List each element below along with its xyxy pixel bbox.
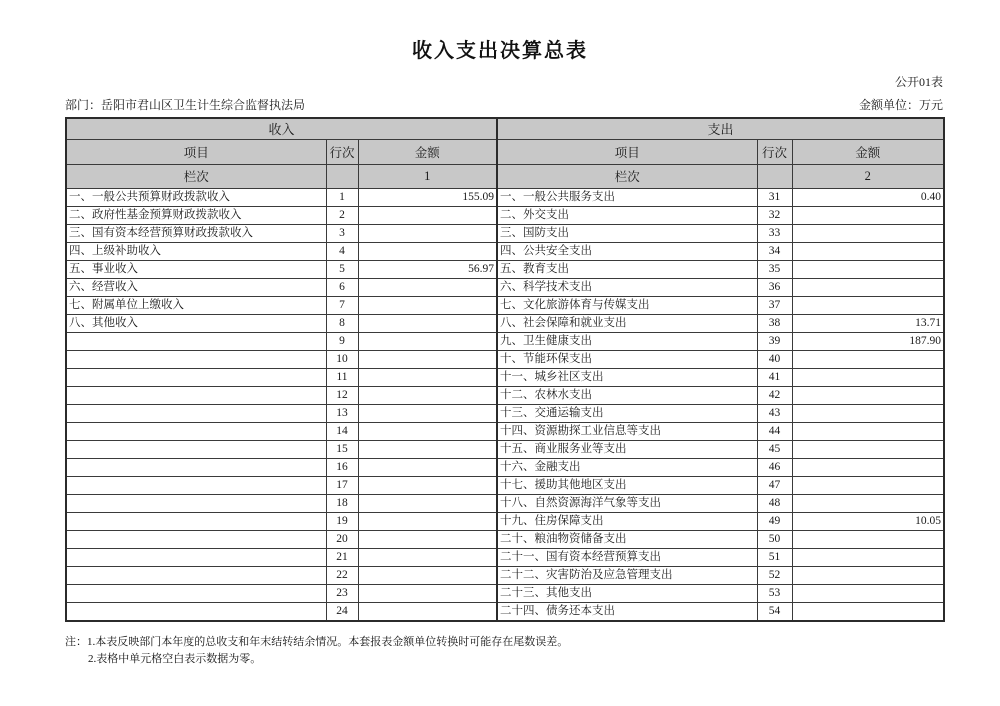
expense-line-cell: 41: [757, 368, 792, 386]
expense-amount-cell: [792, 278, 944, 296]
expense-item-cell: 十八、自然资源海洋气象等支出: [497, 494, 757, 512]
expense-line-cell: 39: [757, 332, 792, 350]
table-row: [66, 350, 944, 368]
column-header-row: [66, 139, 944, 164]
income-item-cell: 八、其他收入: [66, 314, 326, 332]
expense-item-cell: 十一、城乡社区支出: [497, 368, 757, 386]
expense-amount-cell: [792, 584, 944, 602]
expense-colindex-line-cell: [757, 164, 792, 188]
expense-line-cell: 46: [757, 458, 792, 476]
expense-amount-cell: [792, 566, 944, 584]
income-amount-cell: [358, 422, 497, 440]
expense-amount-cell: [792, 260, 944, 278]
table-row: [66, 296, 944, 314]
expense-line-cell: 53: [757, 584, 792, 602]
expense-line-cell: 36: [757, 278, 792, 296]
expense-item-cell: 二十二、灾害防治及应急管理支出: [497, 566, 757, 584]
expense-line-cell: 52: [757, 566, 792, 584]
expense-amount-cell: [792, 548, 944, 566]
income-line-cell: 3: [326, 224, 358, 242]
income-item-cell: [66, 602, 326, 621]
table-row: [66, 512, 944, 530]
income-item-cell: [66, 422, 326, 440]
table-code: 公开01表: [894, 75, 943, 89]
expense-line-cell: 31: [757, 188, 792, 206]
section-header-row: [66, 118, 944, 139]
table-row: [66, 332, 944, 350]
expense-line-cell: 44: [757, 422, 792, 440]
table-row: [66, 494, 944, 512]
expense-item-cell: 五、教育支出: [497, 260, 757, 278]
table-row: [66, 602, 944, 621]
table-row: [66, 404, 944, 422]
note-line-1: 注：1.本表反映部门本年度的总收支和年末结转结余情况。本套报表金额单位转换时可能存在尾数误差。: [65, 635, 569, 648]
table-row: [66, 458, 944, 476]
income-line-cell: 4: [326, 242, 358, 260]
income-amount-cell: [358, 206, 497, 224]
table-row: [66, 314, 944, 332]
table-row: [66, 278, 944, 296]
income-item-cell: [66, 530, 326, 548]
income-line-cell: 20: [326, 530, 358, 548]
income-line-cell: 5: [326, 260, 358, 278]
income-line-cell: 16: [326, 458, 358, 476]
income-item-cell: [66, 440, 326, 458]
income-colindex-label: 栏次: [66, 164, 326, 188]
income-line-cell: 1: [326, 188, 358, 206]
income-item-cell: 二、政府性基金预算财政拨款收入: [66, 206, 326, 224]
income-amount-cell: [358, 530, 497, 548]
expense-amount-cell: [792, 296, 944, 314]
expense-line-cell: 54: [757, 602, 792, 621]
income-amount-cell: [358, 602, 497, 621]
table-row: [66, 188, 944, 206]
table-row: [66, 260, 944, 278]
expense-item-cell: 十四、资源勘探工业信息等支出: [497, 422, 757, 440]
income-line-cell: 11: [326, 368, 358, 386]
expense-amount-cell: [792, 242, 944, 260]
expense-item-cell: 二十、粮油物资储备支出: [497, 530, 757, 548]
income-line-cell: 18: [326, 494, 358, 512]
expense-item-cell: 二、外交支出: [497, 206, 757, 224]
expense-item-cell: 六、科学技术支出: [497, 278, 757, 296]
income-item-cell: [66, 332, 326, 350]
income-amount-cell: [358, 368, 497, 386]
expense-amount-cell: [792, 422, 944, 440]
income-line-cell: 23: [326, 584, 358, 602]
table-row: [66, 422, 944, 440]
expense-amount-cell: [792, 404, 944, 422]
income-amount-cell: [358, 476, 497, 494]
income-item-cell: [66, 566, 326, 584]
expense-line-cell: 38: [757, 314, 792, 332]
expense-line-cell: 48: [757, 494, 792, 512]
income-amount-cell: 56.97: [358, 260, 497, 278]
expense-item-cell: 十三、交通运输支出: [497, 404, 757, 422]
income-item-cell: [66, 458, 326, 476]
expense-item-cell: 八、社会保障和就业支出: [497, 314, 757, 332]
income-line-cell: 17: [326, 476, 358, 494]
expense-line-cell: 50: [757, 530, 792, 548]
income-item-cell: 五、事业收入: [66, 260, 326, 278]
expense-amount-cell: [792, 494, 944, 512]
income-item-cell: 三、国有资本经营预算财政拨款收入: [66, 224, 326, 242]
income-line-cell: 21: [326, 548, 358, 566]
income-item-cell: [66, 404, 326, 422]
expense-item-cell: 四、公共安全支出: [497, 242, 757, 260]
table-row: [66, 566, 944, 584]
income-amount-cell: 155.09: [358, 188, 497, 206]
meta-line: [65, 96, 943, 113]
expense-line-cell: 35: [757, 260, 792, 278]
income-amount-cell: [358, 548, 497, 566]
expense-amount-cell: [792, 206, 944, 224]
income-line-cell: 13: [326, 404, 358, 422]
expense-amount-cell: 13.71: [792, 314, 944, 332]
expense-item-cell: 十五、商业服务业等支出: [497, 440, 757, 458]
expense-line-cell: 43: [757, 404, 792, 422]
income-line-cell: 10: [326, 350, 358, 368]
table-row: [66, 440, 944, 458]
table-row: [66, 206, 944, 224]
expense-item-cell: 十七、援助其他地区支出: [497, 476, 757, 494]
table-row: [66, 476, 944, 494]
income-item-cell: 六、经营收入: [66, 278, 326, 296]
income-item-cell: [66, 476, 326, 494]
table-row: [66, 530, 944, 548]
table-row: [66, 224, 944, 242]
income-amount-cell: [358, 440, 497, 458]
expense-amount-cell: [792, 368, 944, 386]
income-item-cell: [66, 494, 326, 512]
note-line-2: 2.表格中单元格空白表示数据为零。: [88, 652, 262, 665]
expense-item-cell: 十九、住房保障支出: [497, 512, 757, 530]
expense-line-cell: 40: [757, 350, 792, 368]
expense-amount-cell: 187.90: [792, 332, 944, 350]
income-amount-cell: [358, 458, 497, 476]
income-line-cell: 14: [326, 422, 358, 440]
expense-line-col-header: 行次: [757, 139, 792, 164]
expense-colindex-label: 栏次: [497, 164, 757, 188]
expense-item-cell: 七、文化旅游体育与传媒支出: [497, 296, 757, 314]
income-amount-cell: [358, 512, 497, 530]
income-line-cell: 8: [326, 314, 358, 332]
expense-item-col-header: 项目: [497, 139, 757, 164]
expense-line-cell: 47: [757, 476, 792, 494]
expense-item-cell: 十六、金融支出: [497, 458, 757, 476]
income-amount-cell: [358, 350, 497, 368]
income-section-header: 收入: [66, 118, 497, 139]
income-colindex-value: 1: [358, 164, 497, 188]
table-row: [66, 584, 944, 602]
expense-line-cell: 51: [757, 548, 792, 566]
expense-line-cell: 42: [757, 386, 792, 404]
income-colindex-line-cell: [326, 164, 358, 188]
income-amount-cell: [358, 386, 497, 404]
income-line-cell: 6: [326, 278, 358, 296]
income-item-cell: 一、一般公共预算财政拨款收入: [66, 188, 326, 206]
table-row: [66, 368, 944, 386]
final-accounts-table: [65, 117, 945, 622]
income-line-cell: 12: [326, 386, 358, 404]
income-item-cell: [66, 368, 326, 386]
income-item-cell: [66, 350, 326, 368]
expense-line-cell: 45: [757, 440, 792, 458]
income-item-cell: [66, 512, 326, 530]
income-amount-cell: [358, 314, 497, 332]
income-line-col-header: 行次: [326, 139, 358, 164]
income-line-cell: 9: [326, 332, 358, 350]
income-amount-cell: [358, 584, 497, 602]
expense-colindex-value: 2: [792, 164, 944, 188]
income-line-cell: 19: [326, 512, 358, 530]
table-code-line: [65, 73, 943, 90]
income-line-cell: 2: [326, 206, 358, 224]
expense-amount-cell: [792, 602, 944, 621]
income-amount-cell: [358, 494, 497, 512]
expense-amount-cell: [792, 350, 944, 368]
income-item-cell: [66, 386, 326, 404]
expense-amount-cell: 0.40: [792, 188, 944, 206]
income-amount-cell: [358, 404, 497, 422]
income-amount-cell: [358, 278, 497, 296]
expense-item-cell: 二十一、国有资本经营预算支出: [497, 548, 757, 566]
income-line-cell: 24: [326, 602, 358, 621]
table-row: [66, 386, 944, 404]
expense-item-cell: 二十四、债务还本支出: [497, 602, 757, 621]
table-row: [66, 242, 944, 260]
table-row: [66, 548, 944, 566]
expense-amount-cell: [792, 224, 944, 242]
expense-line-cell: 32: [757, 206, 792, 224]
department-label: 部门：岳阳市君山区卫生计生综合监督执法局: [65, 98, 306, 112]
expense-item-cell: 二十三、其他支出: [497, 584, 757, 602]
column-index-row: [66, 164, 944, 188]
income-item-cell: 四、上级补助收入: [66, 242, 326, 260]
expense-amount-cell: [792, 440, 944, 458]
expense-line-cell: 37: [757, 296, 792, 314]
expense-item-cell: 十、节能环保支出: [497, 350, 757, 368]
unit-label: 金额单位：万元: [858, 98, 943, 112]
income-item-cell: [66, 548, 326, 566]
income-amount-cell: [358, 332, 497, 350]
income-line-cell: 22: [326, 566, 358, 584]
expense-line-cell: 49: [757, 512, 792, 530]
expense-amount-cell: [792, 386, 944, 404]
expense-line-cell: 33: [757, 224, 792, 242]
notes: [65, 634, 1000, 668]
expense-item-cell: 三、国防支出: [497, 224, 757, 242]
expense-amount-cell: 10.05: [792, 512, 944, 530]
expense-item-cell: 九、卫生健康支出: [497, 332, 757, 350]
income-line-cell: 15: [326, 440, 358, 458]
expense-amount-cell: [792, 530, 944, 548]
income-amount-cell: [358, 242, 497, 260]
income-amount-cell: [358, 566, 497, 584]
expense-section-header: 支出: [497, 118, 944, 139]
income-amount-cell: [358, 224, 497, 242]
expense-amount-cell: [792, 476, 944, 494]
expense-item-cell: 一、一般公共服务支出: [497, 188, 757, 206]
income-item-cell: [66, 584, 326, 602]
page-title: 收入支出决算总表: [412, 40, 588, 62]
income-amount-col-header: 金额: [358, 139, 497, 164]
income-amount-cell: [358, 296, 497, 314]
income-item-cell: 七、附属单位上缴收入: [66, 296, 326, 314]
expense-line-cell: 34: [757, 242, 792, 260]
expense-amount-col-header: 金额: [792, 139, 944, 164]
expense-amount-cell: [792, 458, 944, 476]
expense-item-cell: 十二、农林水支出: [497, 386, 757, 404]
income-item-col-header: 项目: [66, 139, 326, 164]
income-line-cell: 7: [326, 296, 358, 314]
